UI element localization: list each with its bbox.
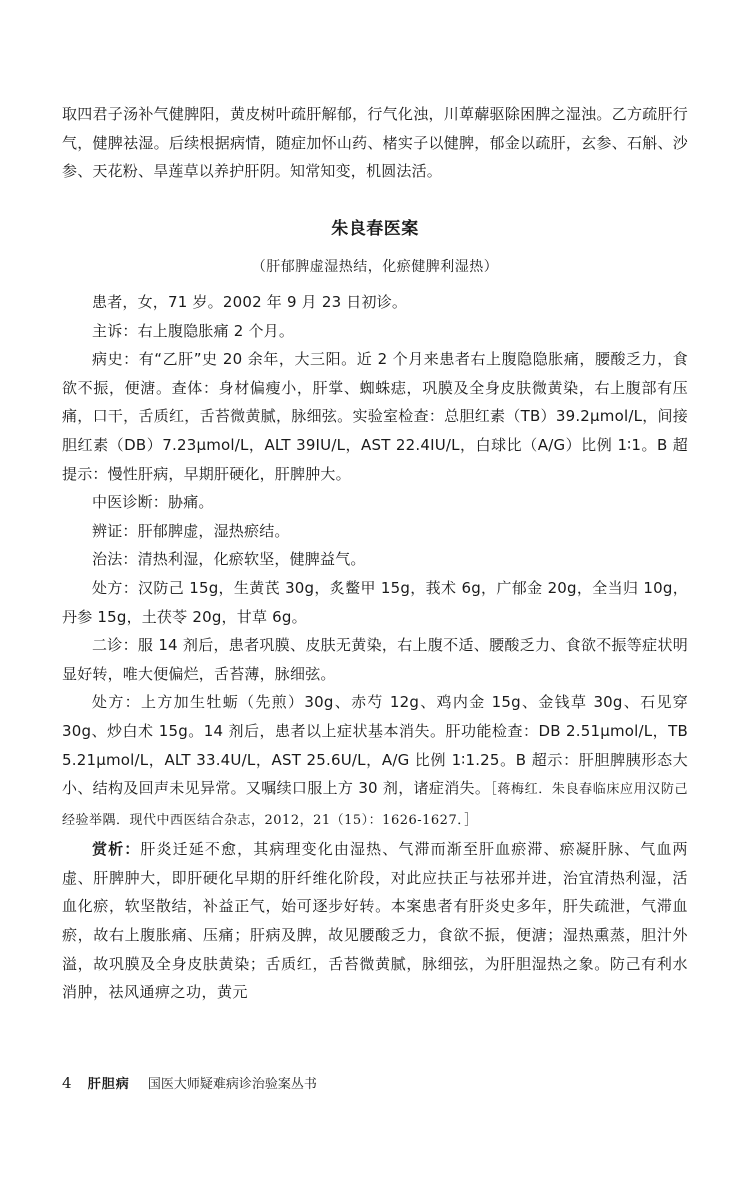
chief-complaint: 主诉：右上腹隐胀痛 2 个月。 [92, 321, 295, 340]
syndrome-differentiation: 辨证：肝郁脾虚，湿热瘀结。 [92, 521, 290, 540]
commentary-text: 肝炎迁延不愈，其病理变化由湿热、气滞而渐至肝血瘀滞、瘀凝肝脉、气血两虚、肝脾肿大，即肝硬化早期的肝纤维化阶段，对此应扶正与祛邪并进，治宜清热利湿，活血化瘀，软坚散结，补益正气，始可逐步好转。本案患者有肝炎史多年，肝失疏泄，气滞血瘀，故右上腹胀痛、压痛；肝病及脾，故见腰酸乏力，食欲不振，便溏；湿热熏蒸，胆汁外溢，故巩膜及全身皮肤黄染；舌质红，舌苔微黄腻，脉细弦，为肝胆湿热之象。防己有利水消肿，祛风通痹之功，黄元 [62, 840, 688, 1002]
patient-info: 患者，女，71 岁。2002 年 9 月 23 日初诊。 [92, 293, 408, 311]
commentary-label: 赏析： [92, 840, 141, 859]
intro-paragraph: 取四君子汤补气健脾阳，黄皮树叶疏肝解郁，行气化浊，川萆薢驱除困脾之湿浊。乙方疏肝行气，健脾祛湿。后续根据病情，随症加怀山药、楮实子以健脾，郁金以疏肝，玄参、石斛、沙参、天花粉、旱莲草以养护肝阴。知常知变，机圆法活。 [62, 105, 688, 180]
page-footer [62, 1073, 317, 1092]
intro-section [62, 100, 688, 186]
prescription: 处方：汉防己 15g，生黄芪 30g，炙鳖甲 15g，莪术 6g，广郁金 20g，全当归 10g，丹参 15g，土茯苓 20g，甘草 6g。 [62, 578, 688, 626]
prescription-followup-text: 处方：上方加生牡蛎（先煎）30g、赤芍 12g、鸡内金 15g、金钱草 30g、石见穿 30g、炒白术 15g。14 剂后，患者以上症状基本消失。肝功能检查：DB 2.51μmol/L，TB 5.21μmol/L，ALT 33.4U/L，AST 25.6U/L，A/G 比例 1∶1.25。B 超示：肝胆脾胰形态大小、结构及回声未见异常。又嘱续口服上方 30 剂，诸症消失。 [62, 693, 688, 798]
book-title: 肝胆病 [87, 1077, 130, 1092]
reference-citation: ［蒋梅红．朱良春临床应用汉防己经验举隅．现代中西医结合杂志，2012，21（15）：1626-1627．］ [62, 782, 688, 828]
series-title: 国医大师疑难病诊治验案丛书 [147, 1077, 317, 1092]
second-visit: 二诊：服 14 剂后，患者巩膜、皮肤无黄染，右上腹不适、腰酸乏力、食欲不振等症状明显好转，唯大便偏烂，舌苔薄，脉细弦。 [62, 636, 688, 683]
case-subtitle: （肝郁脾虚湿热结，化瘀健脾利湿热） [251, 259, 499, 275]
medical-history: 病史：有“乙肝”史 20 余年，大三阳。近 2 个月来患者右上腹隐隐胀痛，腰酸乏力，食欲不振，便溏。查体：身材偏瘦小，肝掌、蜘蛛痣，巩膜及全身皮肤微黄染，右上腹部有压痛，口干，舌质红，舌苔微黄腻，脉细弦。实验室检查：总胆红素（TB）39.2μmol/L，间接胆红素（DB）7.23μmol/L，ALT 39IU/L，AST 22.4IU/L，白球比（A/G）比例 1∶1。B 超提示：慢性肝病，早期肝硬化，肝脾肿大。 [62, 350, 688, 483]
case-body [62, 288, 688, 1007]
page-number: 4 [62, 1074, 72, 1092]
case-title: 朱良春医案 [331, 219, 419, 239]
commentary [62, 835, 688, 1007]
tcm-diagnosis: 中医诊断：胁痛。 [92, 493, 214, 512]
treatment-method: 治法：清热利湿，化瘀软坚，健脾益气。 [92, 550, 366, 569]
prescription-followup [62, 688, 688, 835]
